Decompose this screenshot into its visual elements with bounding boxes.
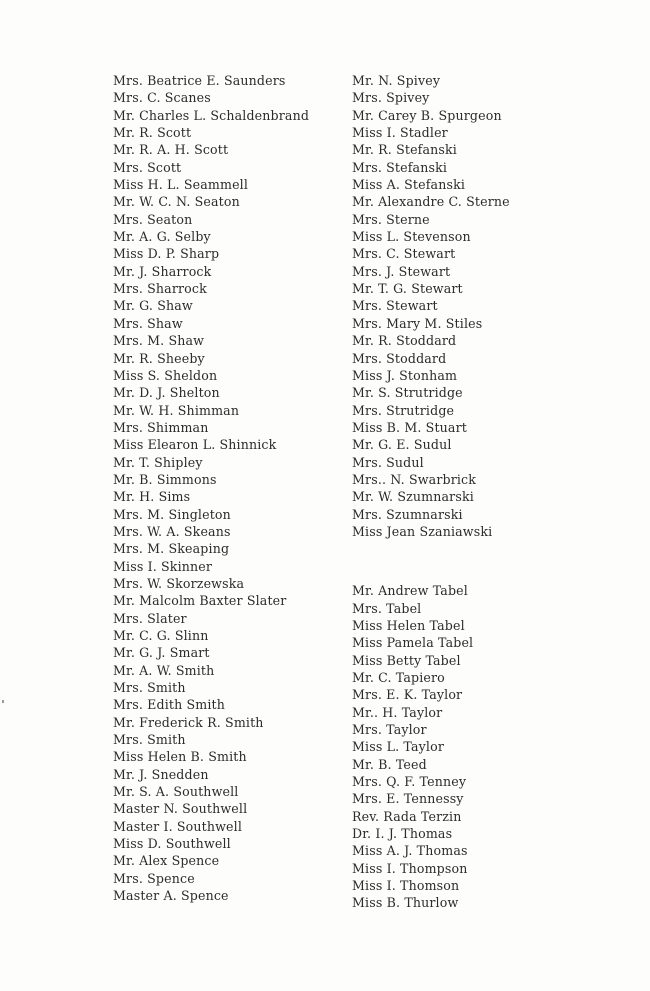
list-item: Mrs. Spence [113, 870, 195, 886]
list-item: Mr. J. Snedden [113, 766, 209, 782]
list-item: Miss I. Skinner [113, 558, 213, 574]
list-item: Mr. N. Spivey [352, 73, 441, 88]
list-item: Miss I. Thomson [352, 878, 460, 894]
list-item: Mr. B. Teed [352, 756, 427, 772]
list-item: Mrs. M. Skeaping [113, 541, 230, 557]
list-item: Mrs. Taylor [352, 722, 427, 738]
list-item: Miss Betty Tabel [352, 652, 461, 668]
list-item: Mrs. J. Stewart [352, 263, 451, 279]
list-item: Mr. R. Scott [113, 125, 192, 141]
list-item: Miss J. Stonham [352, 367, 458, 383]
list-item: Mrs. E. K. Taylor [352, 687, 463, 703]
list-item: Mr. Alex Spence [113, 853, 220, 869]
list-item: Mr. R. Stefanski [352, 142, 457, 158]
right-name-column [352, 72, 582, 912]
list-item: Mrs. W. A. Skeans [113, 523, 231, 539]
list-item: Mr. B. Simmons [113, 471, 217, 487]
list-item: Mrs. Stewart [352, 298, 438, 314]
list-item: Mr. Andrew Tabel [352, 583, 468, 599]
list-item: Mrs. Tabel [352, 600, 422, 616]
list-item: Mrs. Mary M. Stiles [352, 315, 483, 331]
list-item: Mrs. Slater [113, 610, 187, 626]
list-item: Mrs. M. Shaw [113, 333, 205, 349]
list-item: Mr. Malcolm Baxter Slater [113, 593, 287, 609]
list-item: Master A. Spence [113, 888, 229, 904]
list-item: Miss Elearon L. Shinnick [113, 437, 277, 453]
list-item: Mrs. W. Skorzewska [113, 575, 245, 591]
list-item: Miss Jean Szaniawski [352, 523, 493, 539]
list-item: Mr. R. A. H. Scott [113, 142, 229, 158]
list-item: Mrs. Spivey [352, 90, 430, 106]
list-item: Mrs. Shimman [113, 419, 209, 435]
list-item: Mrs. Scott [113, 159, 182, 175]
list-item: Miss B. Thurlow [352, 895, 459, 911]
list-item: Mrs. Sharrock [113, 281, 207, 297]
list-item: Mr. S. A. Southwell [113, 784, 239, 800]
list-item: Mr. Carey B. Spurgeon [352, 107, 502, 123]
list-item: Mrs. Szumnarski [352, 506, 463, 522]
list-item: Miss Helen Tabel [352, 617, 465, 633]
list-item: Mr. J. Sharrock [113, 263, 212, 279]
list-item: Mrs. Smith [113, 732, 186, 748]
list-item: Mr. G. Shaw [113, 298, 193, 314]
list-item: Rev. Rada Terzin [352, 808, 462, 824]
list-item: Mrs. Shaw [113, 315, 183, 331]
list-item: Mrs. Beatrice E. Saunders [113, 73, 286, 88]
list-item: Miss D. Southwell [113, 836, 231, 852]
list-item: Mr. D. J. Shelton [113, 385, 220, 401]
list-item: Mrs. Strutridge [352, 402, 455, 418]
list-item: Mrs.. N. Swarbrick [352, 471, 477, 487]
list-item: Mr. S. Strutridge [352, 385, 463, 401]
list-item: Mrs. Edith Smith [113, 697, 226, 713]
list-item: Mr. A. W. Smith [113, 662, 215, 678]
list-item: Mr. Alexandre C. Sterne [352, 194, 510, 210]
list-item: Mr. Charles L. Schaldenbrand [113, 107, 310, 123]
list-item: Miss L. Taylor [352, 739, 444, 755]
list-item: Mrs. E. Tennessy [352, 791, 464, 807]
section-gap [352, 540, 582, 582]
list-item: Master I. Southwell [113, 818, 243, 834]
list-item: Mr. R. Stoddard [352, 333, 457, 349]
list-item: Mrs. Sterne [352, 211, 430, 227]
list-item: Mrs. Stoddard [352, 350, 447, 366]
list-item: Mrs. Smith [113, 680, 186, 696]
list-item: Mr. W. H. Shimman [113, 402, 240, 418]
list-item: Miss I. Thompson [352, 860, 468, 876]
list-item: Mrs. Q. F. Tenney [352, 774, 467, 790]
list-item: Mr. R. Sheeby [113, 350, 205, 366]
list-item: Mrs. Sudul [352, 454, 424, 470]
list-item: Mrs. C. Scanes [113, 90, 211, 106]
list-item: Mr. T. Shipley [113, 454, 203, 470]
list-item: Mrs. M. Singleton [113, 506, 231, 522]
list-item: Mr. A. G. Selby [113, 229, 211, 245]
list-item: Mr. H. Sims [113, 489, 191, 505]
list-item: Miss D. P. Sharp [113, 246, 220, 262]
list-item: Miss Pamela Tabel [352, 635, 474, 651]
list-item: Miss H. L. Seammell [113, 177, 249, 193]
margin-speck [2, 700, 4, 703]
list-item: Mr. W. C. N. Seaton [113, 194, 240, 210]
list-item: Miss S. Sheldon [113, 367, 218, 383]
list-item: Mr. C. Tapiero [352, 670, 445, 685]
list-item: Miss A. J. Thomas [352, 843, 468, 859]
list-item: Mrs. Stefanski [352, 159, 448, 175]
list-item: Miss L. Stevenson [352, 229, 471, 245]
list-item: Miss Helen B. Smith [113, 749, 247, 765]
list-item: Mr. Frederick R. Smith [113, 714, 264, 730]
list-item: Mrs. C. Stewart [352, 246, 456, 262]
left-name-column [113, 72, 338, 905]
list-item: Mr. G. E. Sudul [352, 437, 452, 453]
list-item: Miss A. Stefanski [352, 177, 466, 193]
list-item: Mr. G. J. Smart [113, 645, 210, 661]
list-item: Miss B. M. Stuart [352, 419, 467, 435]
list-item: Mrs. Seaton [113, 211, 193, 227]
list-item: Mr. W. Szumnarski [352, 489, 474, 505]
list-item: Mr. C. G. Slinn [113, 628, 209, 643]
list-item: Miss I. Stadler [352, 125, 448, 141]
list-item: Mr. T. G. Stewart [352, 281, 463, 297]
list-item: Dr. I. J. Thomas [352, 826, 453, 842]
list-item: Mr.. H. Taylor [352, 704, 443, 720]
list-item: Master N. Southwell [113, 801, 248, 817]
